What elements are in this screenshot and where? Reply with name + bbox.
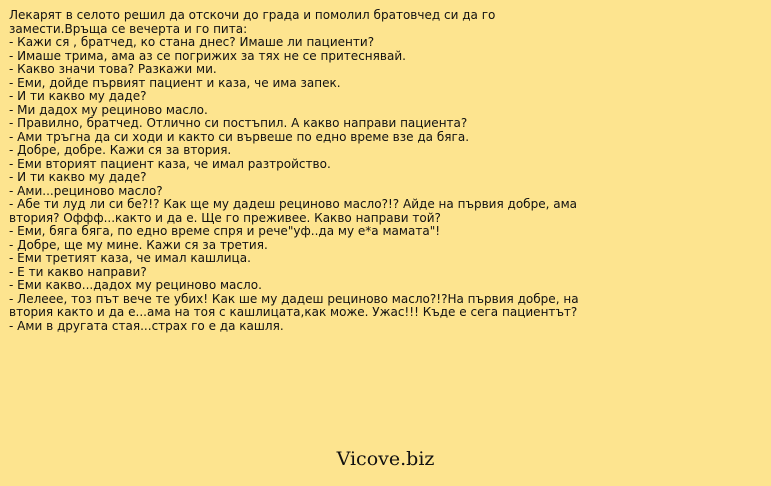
joke-line: - Имаше трима, ама аз се погрижих за тях не се притеснявай.: [9, 47, 406, 63]
joke-line: - И ти какво му даде?: [9, 169, 147, 184]
joke-line: Лекарят в селото решил да отскочи до града и помолил братовчед си да го замести.Връща се вечерта и го пита:: [9, 7, 496, 36]
joke-line: - Еми, бяга бяга, по едно време спря и рече"уф..да му е*а мамата"!: [9, 223, 441, 238]
joke-line: - Еми какво...дадох му рециново масло.: [9, 277, 262, 292]
joke-line: - Ами тръгна да си ходи и както си вървеше по едно време взе да бяга.: [9, 128, 470, 144]
joke-line: - Еми, дойде първият пациент и каза, че има запек.: [9, 74, 341, 90]
joke-line: - Ми дадох му рециново масло.: [9, 101, 208, 117]
joke-line: - Лелеее, тоз път вече те убих! Как ше му дадеш рециново масло?!?На първия добре, на втория както и да е...ама на тоя с кашлицата,как може. Ужас!!! Къде е сега пациентът?: [9, 290, 579, 319]
joke-line: - Какво значи това? Разкажи ми.: [9, 61, 217, 76]
joke-line: - Правилно, братчед. Отлично си постъпил. А какво направи пациента?: [9, 115, 468, 130]
joke-line: - Ами...рециново масло?: [9, 182, 163, 198]
joke-line: - Еми третият каза, че имал кашлица.: [9, 250, 251, 265]
joke-line: - Абе ти луд ли си бе?!? Как ще му дадеш рециново масло?!? Айде на първия добре, ама втория? Оффф...както и да е. Ще го преживее. Какво направи той?: [9, 196, 578, 225]
joke-line: - И ти какво му даде?: [9, 88, 147, 103]
joke-line: - Добре, ще му мине. Кажи ся за третия.: [9, 236, 268, 252]
joke-line: - Добре, добре. Кажи ся за втория.: [9, 142, 232, 157]
joke-line: - Ами в другата стая...страх го е да кашля.: [9, 317, 284, 333]
joke-text: [9, 8, 591, 332]
joke-line: - Еми вторият пациент каза, че имал разтройство.: [9, 155, 331, 171]
joke-line: - Кажи ся , братчед, ко стана днес? Имаше ли пациенти?: [9, 34, 375, 49]
site-watermark: Vicove.biz: [336, 448, 435, 470]
joke-line: - Е ти какво направи?: [9, 263, 147, 279]
